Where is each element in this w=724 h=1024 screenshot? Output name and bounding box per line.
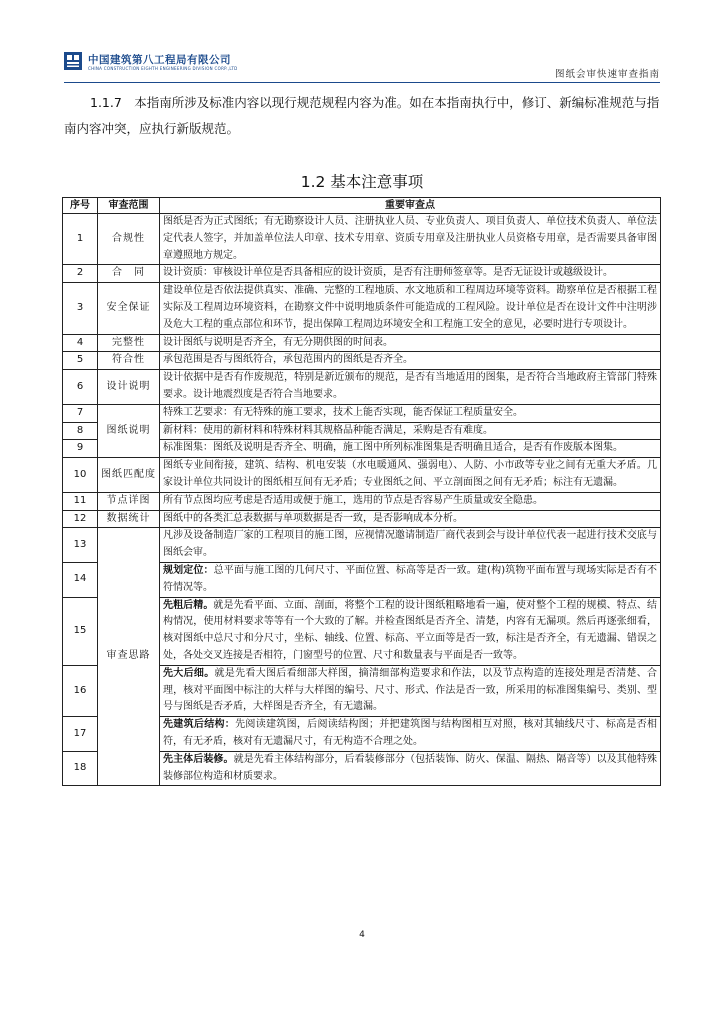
row-point [160, 528, 661, 563]
row-point [160, 370, 661, 405]
section-title: 1.2 基本注意事项 [300, 173, 424, 191]
row-num: 1 [63, 214, 98, 265]
row-point-text: 设计依据中是否有作废规范，特别是新近颁布的规范，是否有当地适用的图集，是否符合当地政府主管部门特殊要求。设计地震烈度是否符合当地要求。 [163, 372, 657, 400]
company-name: 中国建筑第八工程局有限公司 [88, 54, 231, 66]
table-header-row [63, 198, 661, 214]
row-point-text: 建设单位是否依法提供真实、准确、完整的工程地质、水文地质和工程周边环境等资料。勘察单位是否根据工程实际及工程周边环境资料，在勘察文件中说明地质条件可能造成的工程风险。设计单位是否在设计文件中注明涉及危大工程的重点部位和环节，提出保障工程周边环境安全和工程施工安全的意见，必要时进行专项设计。 [163, 285, 657, 330]
row-point [160, 334, 661, 352]
table-row [63, 334, 661, 352]
table-row [63, 370, 661, 405]
row-point-text: 就是先看大图后看细部大样图，摘清细部构造要求和作法，以及节点构造的连接处理是否清楚、合理，核对平面图中标注的大样与大样图的编号、尺寸、形式、作法是否一致，所采用的标准图集编号、类别、型号与图纸是否矛盾，大样图是否齐全，有无遗漏。 [163, 667, 658, 713]
row-point [160, 665, 661, 716]
row-scope: 审查思路 [98, 528, 160, 786]
row-scope: 节点详图 [98, 492, 160, 510]
row-point-lead: 先主体后装修。 [163, 753, 234, 765]
company-logo-icon [64, 52, 82, 70]
table-row [63, 283, 661, 334]
row-scope: 数据统计 [98, 510, 160, 528]
header-num: 序号 [63, 198, 98, 214]
row-scope: 图纸匹配度 [98, 458, 160, 493]
row-point-lead: 先建筑后结构： [163, 719, 236, 731]
row-num: 9 [63, 440, 98, 458]
row-scope: 合规性 [98, 214, 160, 265]
page-header [64, 52, 660, 83]
row-point-text: 设计图纸与说明是否齐全，有无分期供图的时间表。 [163, 336, 393, 348]
row-scope: 设计说明 [98, 370, 160, 405]
row-num: 15 [63, 597, 98, 665]
row-point [160, 214, 661, 265]
row-num: 7 [63, 404, 98, 422]
row-scope: 图纸说明 [98, 404, 160, 457]
row-point-text: 凡涉及设备制造厂家的工程项目的施工图，应视情况邀请制造厂商代表到会与设计单位代表一起进行技术交底与图纸会审。 [163, 530, 657, 559]
row-num: 4 [63, 334, 98, 352]
row-scope: 符合性 [98, 352, 160, 370]
row-num: 11 [63, 492, 98, 510]
row-num: 17 [63, 717, 98, 752]
row-num: 18 [63, 751, 98, 786]
company-name-en: CHINA CONSTRUCTION EIGHTH ENGINEERING DIVISION CORP.,LTD [88, 66, 238, 71]
row-num: 13 [63, 528, 98, 563]
row-point [160, 717, 661, 752]
table-row [63, 265, 661, 283]
row-point [160, 404, 661, 422]
row-point-text: 设计资质：审核设计单位是否具备相应的设计资质，是否有注册师签章等。是否无证设计或越级设计。 [163, 267, 613, 279]
table-row [63, 404, 661, 422]
document-title: 图纸会审快速审查指南 [554, 69, 660, 80]
row-point [160, 440, 661, 458]
row-point [160, 265, 661, 283]
row-point [160, 283, 661, 334]
row-num: 16 [63, 665, 98, 716]
row-num: 12 [63, 510, 98, 528]
row-point-lead: 先大后细。 [163, 667, 215, 679]
row-point-text: 先阅读建筑图，后阅读结构图；并把建筑图与结构图相互对照，核对其轴线尺寸、标高是否相符，有无矛盾，核对有无遗漏尺寸，有无构造不合理之处。 [163, 719, 658, 747]
row-point [160, 562, 661, 597]
row-point [160, 458, 661, 493]
row-point-text: 特殊工艺要求：有无特殊的施工要求，技术上能否实现，能否保证工程质量安全。 [163, 406, 523, 418]
row-num: 10 [63, 458, 98, 493]
header-points: 重要审查点 [160, 198, 661, 214]
table-row [63, 458, 661, 493]
row-point [160, 510, 661, 528]
row-point-text: 新材料：使用的新材料和特殊材料其规格品种能否满足，采购是否有难度。 [163, 424, 493, 436]
row-point-lead: 规划定位： [163, 564, 214, 576]
row-point-text: 图纸中的各类汇总表数据与单项数据是否一致，是否影响成本分析。 [163, 512, 463, 524]
row-point [160, 492, 661, 510]
row-scope: 完整性 [98, 334, 160, 352]
table-row [63, 352, 661, 370]
row-point-text: 标准图集：图纸及说明是否齐全、明确，施工图中所列标准图集是否明确且适合，是否有作废版本图集。 [163, 442, 623, 454]
row-point-text: 图纸是否为正式图纸；有无勘察设计人员、注册执业人员、专业负责人、项目负责人、单位技术负责人、单位法定代表人签字，并加盖单位法人印章、技术专用章、资质专用章及注册执业人员资格专用章，是否需要具备审图章遵照地方规定。 [163, 216, 657, 261]
row-num: 5 [63, 352, 98, 370]
row-point [160, 352, 661, 370]
table-row [63, 492, 661, 510]
table-row [63, 510, 661, 528]
page-number: 4 [359, 930, 365, 940]
row-scope: 安全保证 [98, 283, 160, 334]
row-num: 8 [63, 422, 98, 440]
row-point [160, 751, 661, 786]
row-point-lead: 先粗后精。 [163, 599, 214, 611]
row-point-text: 所有节点图均应考虑是否适用或便于施工，选用的节点是否容易产生质量或安全隐患。 [163, 494, 543, 506]
header-scope: 审查范围 [98, 198, 160, 214]
intro-paragraph: 1.1.7 本指南所涉及标准内容以现行规范规程内容为准。如在本指南执行中，修订、新编标准规范与指南内容冲突，应执行新版规范。 [64, 95, 660, 136]
table-row [63, 528, 661, 563]
row-point-text: 承包范围是否与图纸符合，承包范围内的图纸是否齐全。 [163, 354, 413, 366]
row-point-text: 图纸专业间衔接，建筑、结构、机电安装（水电暖通风、强弱电）、人防、小市政等专业之间有无重大矛盾。几家设计单位共同设计的图纸相互间有无矛盾；专业图纸之间、平立剖面图之间有无矛盾；标注有无遗漏。 [163, 460, 657, 488]
row-point [160, 422, 661, 440]
row-scope: 合 同 [98, 265, 160, 283]
row-num: 2 [63, 265, 98, 283]
review-table [62, 197, 661, 786]
row-point [160, 597, 661, 665]
row-num: 6 [63, 370, 98, 405]
row-num: 14 [63, 562, 98, 597]
row-point-text: 总平面与施工图的几何尺寸、平面位置、标高等是否一致。建(构)筑物平面布置与现场实际是否有不符情况等。 [163, 564, 657, 593]
row-point-text: 就是先看主体结构部分，后看装修部分（包括装饰、防火、保温、隔热、隔音等）以及其他特殊装修部位构造和材质要求。 [163, 753, 658, 782]
row-num: 3 [63, 283, 98, 334]
table-row [63, 214, 661, 265]
row-point-text: 就是先看平面、立面、剖面，将整个工程的设计图纸粗略地看一遍，使对整个工程的规模、特点、结构情况，使用材料要求等等有一个大致的了解。并检查图纸是否齐全、清楚，内容有无漏项。然后再逐张细看，核对图纸中总尺寸和分尺寸，坐标、轴线、位置、标高、平立面等是否一致，标注是否齐全，有无遗漏、错误之处，各处交叉连接是否相符，门窗型号的位置、尺寸和数量表与平面是否一致等。 [163, 599, 658, 661]
